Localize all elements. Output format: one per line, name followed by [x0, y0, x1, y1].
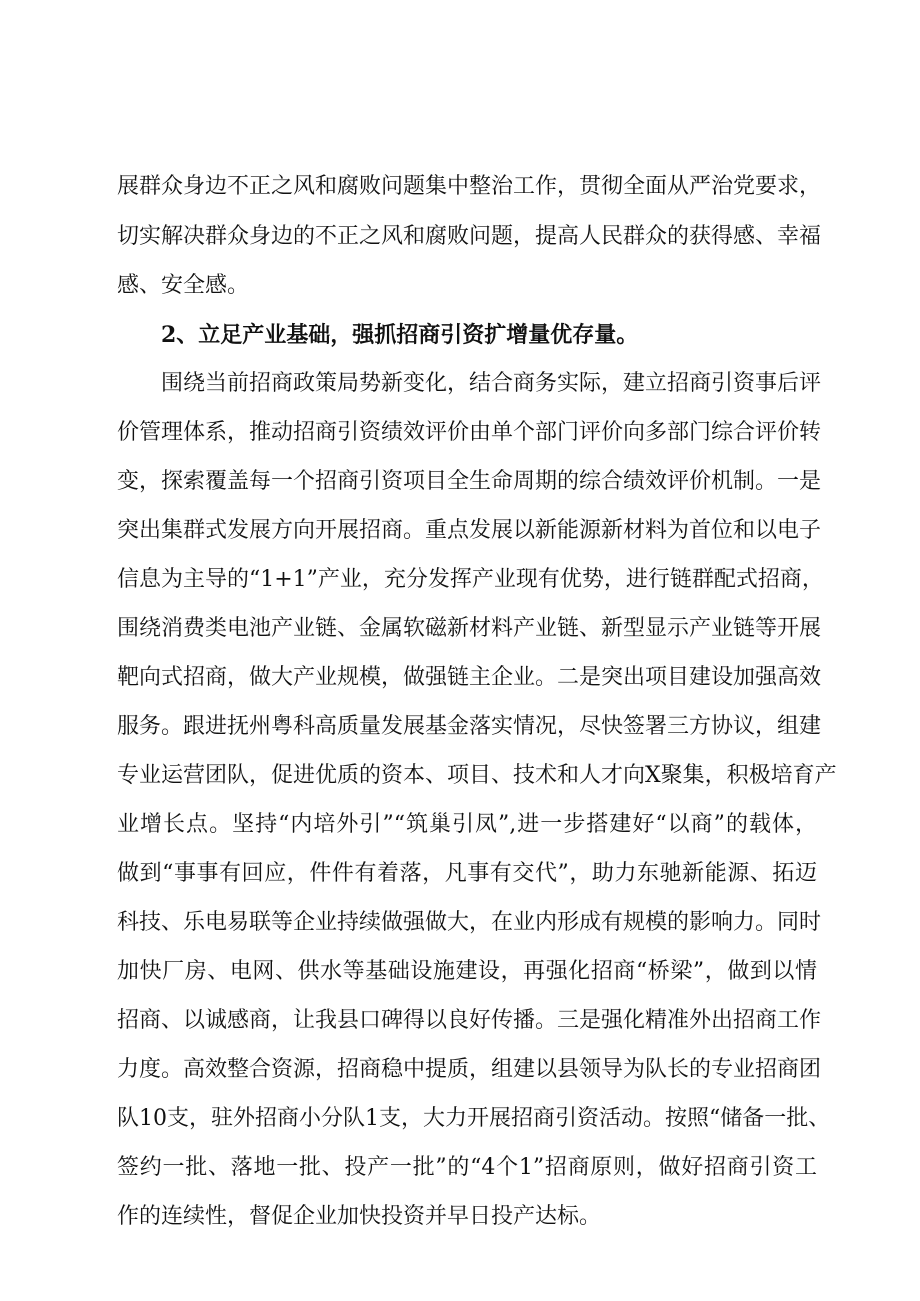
text-line: 加快厂房、电网、供水等基础设施建设，再强化招商“桥梁”，做到以情	[117, 959, 817, 984]
text-line: 业增长点。坚持“内培外引”“筑巢引凤”,进一步搭建好“以商”的载体，	[117, 812, 817, 837]
text-line: 签约一批、落地一批、投产一批”的“4个1”招商原则，做好招商引资工	[117, 1155, 817, 1180]
text-line: 服务。跟进抚州粤科高质量发展基金落实情况，尽快签署三方协议，组建	[117, 714, 822, 739]
text-line: 招商、以诚感商，让我县口碑得以良好传播。三是强化精准外出招商工作	[117, 1008, 822, 1033]
text-line: 信息为主导的“1+1”产业，充分发挥产业现有优势，进行链群配式招商，	[117, 567, 824, 592]
section-heading: 2、立足产业基础，强抓招商引资扩增量优存量。	[161, 322, 639, 348]
text-line: 价管理体系，推动招商引资绩效评价由单个部门评价向多部门综合评价转	[117, 420, 822, 445]
text-line: 科技、乐电易联等企业持续做强做大，在业内形成有规模的影响力。同时	[117, 910, 822, 935]
text-line: 力度。高效整合资源，招商稳中提质，组建以县领导为队长的专业招商团	[117, 1057, 822, 1082]
text-line: 作的连续性，督促企业加快投资并早日投产达标。	[117, 1204, 602, 1229]
text-line: 专业运营团队，促进优质的资本、项目、技术和人才向X聚集，积极培育产	[117, 763, 837, 788]
text-line: 变，探索覆盖每一个招商引资项目全生命周期的综合绩效评价机制。一是	[117, 469, 822, 494]
text-line: 队10支，驻外招商小分队1支，大力开展招商引资活动。按照“储备一批、	[117, 1106, 831, 1131]
text-line: 切实解决群众身边的不正之风和腐败问题，提高人民群众的获得感、幸福	[117, 224, 822, 249]
text-line: 围绕当前招商政策局势新变化，结合商务实际，建立招商引资事后评	[117, 371, 822, 396]
text-line: 靶向式招商，做大产业规模，做强链主企业。二是突出项目建设加强高效	[117, 665, 822, 690]
text-line: 做到“事事有回应，件件有着落，凡事有交代”，助力东驰新能源、拓迈	[117, 861, 817, 886]
text-line: 突出集群式发展方向开展招商。重点发展以新能源新材料为首位和以电子	[117, 518, 822, 543]
text-line: 展群众身边不正之风和腐败问题集中整治工作，贯彻全面从严治党要求，	[117, 174, 822, 199]
text-line: 感、安全感。	[117, 273, 250, 298]
text-line: 围绕消费类电池产业链、金属软磁新材料产业链、新型显示产业链等开展	[117, 616, 822, 641]
